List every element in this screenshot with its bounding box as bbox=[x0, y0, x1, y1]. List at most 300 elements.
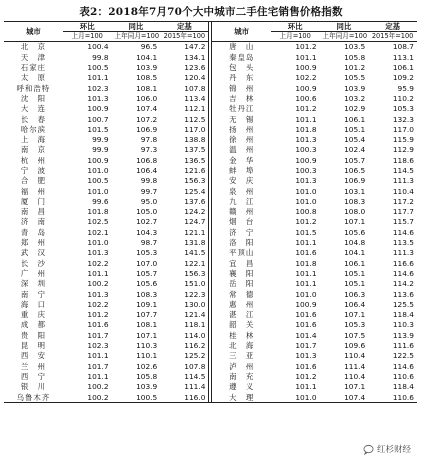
index-mom: 101.3 bbox=[295, 176, 317, 186]
index-yoy: 105.3 bbox=[344, 320, 366, 330]
index-mom: 100.9 bbox=[295, 299, 317, 309]
index-yoy: 99.8 bbox=[140, 176, 158, 186]
index-mom: 100.9 bbox=[295, 63, 317, 73]
city-name: 呼和浩特 bbox=[16, 83, 51, 93]
index-base: 122.5 bbox=[392, 351, 414, 361]
index-mom: 100.9 bbox=[87, 155, 109, 165]
index-base: 130.0 bbox=[184, 299, 206, 309]
table-row bbox=[4, 361, 417, 371]
city-name: 遵 义 bbox=[229, 382, 255, 392]
index-base: 110.3 bbox=[392, 320, 414, 330]
city-name: 西 安 bbox=[20, 351, 47, 361]
index-mom: 101.5 bbox=[87, 124, 109, 134]
city-name: 天 津 bbox=[20, 52, 47, 62]
table-row bbox=[4, 104, 417, 114]
index-yoy: 110.4 bbox=[344, 371, 366, 381]
city-name: 杭 州 bbox=[20, 155, 47, 165]
city-name: 烟 台 bbox=[229, 217, 255, 227]
city-name: 济 南 bbox=[20, 217, 47, 227]
index-base: 112.9 bbox=[392, 145, 414, 155]
city-name: 青 岛 bbox=[20, 227, 47, 237]
index-yoy: 103.1 bbox=[344, 186, 366, 196]
table-row bbox=[4, 207, 417, 217]
index-mom: 100.8 bbox=[295, 207, 317, 217]
index-base: 116.2 bbox=[184, 341, 206, 351]
index-yoy: 111.4 bbox=[344, 361, 366, 371]
city-name: 长 春 bbox=[20, 114, 47, 124]
table-row bbox=[4, 114, 417, 124]
index-mom: 101.6 bbox=[87, 320, 109, 330]
index-base: 122.1 bbox=[184, 258, 206, 268]
table-title: 表2：2018年7月70个大中城市二手住宅销售价格指数 bbox=[79, 6, 343, 18]
index-yoy: 108.3 bbox=[136, 289, 158, 299]
index-mom: 102.2 bbox=[295, 73, 317, 83]
index-mom: 101.6 bbox=[295, 310, 317, 320]
table-row bbox=[4, 186, 417, 196]
table-row bbox=[4, 52, 417, 62]
city-name: 常 德 bbox=[229, 289, 255, 299]
city-name: 三 亚 bbox=[229, 351, 255, 361]
index-mom: 101.3 bbox=[87, 289, 109, 299]
header-city: 城市 bbox=[212, 22, 271, 42]
index-mom: 101.1 bbox=[295, 238, 317, 248]
table-row bbox=[4, 238, 417, 248]
header-base: 定基 bbox=[368, 22, 417, 32]
city-name: 合 肥 bbox=[20, 176, 47, 186]
index-base: 112.5 bbox=[184, 114, 206, 124]
index-base: 131.8 bbox=[184, 238, 206, 248]
index-base: 141.5 bbox=[184, 248, 206, 258]
index-base: 114.5 bbox=[392, 166, 414, 175]
index-base: 110.6 bbox=[368, 392, 417, 403]
city-name: 沈 阳 bbox=[20, 93, 47, 103]
header-base-sub: 2015年=100 bbox=[160, 32, 209, 42]
city-name: 银 川 bbox=[20, 382, 47, 392]
index-mom: 100.3 bbox=[295, 166, 317, 175]
table-body bbox=[4, 42, 417, 403]
index-base: 117.2 bbox=[392, 196, 414, 206]
index-base: 138.8 bbox=[184, 135, 206, 145]
table-row bbox=[4, 83, 417, 93]
index-yoy: 105.3 bbox=[136, 248, 158, 258]
index-mom: 100.2 bbox=[63, 392, 112, 403]
index-base: 118.1 bbox=[184, 320, 206, 330]
index-base: 114.6 bbox=[392, 361, 414, 371]
city-name: 岳 阳 bbox=[229, 279, 255, 289]
city-name: 昆 明 bbox=[20, 341, 47, 351]
index-mom: 101.0 bbox=[87, 166, 109, 175]
city-name: 成 都 bbox=[20, 320, 47, 330]
city-name: 南 京 bbox=[20, 145, 47, 155]
index-base: 113.6 bbox=[392, 289, 414, 299]
index-mom: 101.1 bbox=[87, 371, 109, 381]
index-base: 134.1 bbox=[184, 52, 206, 62]
index-base: 110.2 bbox=[392, 93, 414, 103]
header-yoy: 同比 bbox=[320, 22, 369, 32]
index-yoy: 106.5 bbox=[344, 166, 366, 175]
header-row bbox=[4, 22, 417, 32]
index-mom: 100.4 bbox=[87, 42, 109, 52]
index-mom: 101.0 bbox=[271, 392, 320, 403]
city-name: 南 昌 bbox=[20, 207, 47, 217]
index-mom: 101.5 bbox=[295, 227, 317, 237]
table-row bbox=[4, 145, 417, 155]
index-base: 113.9 bbox=[392, 330, 414, 340]
table-row bbox=[4, 176, 417, 186]
index-base: 116.6 bbox=[392, 258, 414, 268]
city-name: 温 州 bbox=[229, 145, 255, 155]
index-base: 137.6 bbox=[184, 196, 206, 206]
index-mom: 99.9 bbox=[92, 145, 109, 155]
index-yoy: 107.1 bbox=[136, 330, 158, 340]
index-mom: 101.0 bbox=[295, 186, 317, 196]
index-yoy: 107.4 bbox=[320, 392, 369, 403]
watermark-text: 红杉财经 bbox=[376, 445, 411, 455]
index-yoy: 103.9 bbox=[136, 63, 158, 73]
index-yoy: 106.3 bbox=[344, 289, 366, 299]
index-base: 110.4 bbox=[392, 186, 414, 196]
index-yoy: 108.1 bbox=[136, 83, 158, 93]
header-yoy: 同比 bbox=[112, 22, 161, 32]
city-name: 泸 州 bbox=[229, 361, 255, 371]
index-yoy: 107.7 bbox=[136, 310, 158, 320]
index-mom: 101.7 bbox=[87, 330, 109, 340]
index-base: 105.3 bbox=[392, 104, 414, 114]
index-yoy: 103.9 bbox=[136, 382, 158, 392]
index-yoy: 106.1 bbox=[344, 258, 366, 268]
table-row bbox=[4, 196, 417, 206]
city-name: 惠 州 bbox=[229, 299, 255, 309]
index-base: 113.1 bbox=[392, 52, 414, 62]
index-mom: 102.3 bbox=[87, 83, 109, 93]
index-base: 111.6 bbox=[392, 341, 414, 351]
index-yoy: 96.5 bbox=[140, 42, 158, 52]
index-base: 117.0 bbox=[184, 124, 206, 134]
city-name: 厦 门 bbox=[20, 196, 47, 206]
index-yoy: 105.5 bbox=[344, 73, 366, 83]
index-yoy: 107.0 bbox=[136, 258, 158, 268]
table-row bbox=[4, 392, 417, 403]
index-mom: 101.8 bbox=[295, 124, 317, 134]
city-name: 北 京 bbox=[20, 42, 47, 52]
city-name: 秦皇岛 bbox=[229, 52, 255, 62]
index-yoy: 107.1 bbox=[344, 217, 366, 227]
city-name: 蚌 埠 bbox=[229, 166, 255, 175]
index-yoy: 102.9 bbox=[344, 104, 366, 114]
city-name: 太 原 bbox=[20, 73, 47, 83]
index-mom: 101.8 bbox=[87, 207, 109, 217]
table-row bbox=[4, 217, 417, 227]
index-yoy: 110.4 bbox=[344, 351, 366, 361]
index-base: 111.4 bbox=[184, 382, 206, 392]
index-yoy: 105.4 bbox=[344, 135, 366, 145]
index-base: 124.2 bbox=[184, 207, 206, 217]
index-yoy: 110.3 bbox=[136, 341, 158, 351]
index-mom: 99.6 bbox=[92, 196, 109, 206]
header-city: 城市 bbox=[4, 22, 63, 42]
index-mom: 101.1 bbox=[295, 268, 317, 278]
city-name: 郑 州 bbox=[20, 238, 47, 248]
index-mom: 101.0 bbox=[295, 289, 317, 299]
table-row bbox=[4, 310, 417, 320]
index-mom: 101.1 bbox=[87, 268, 109, 278]
table-row bbox=[4, 135, 417, 145]
city-name: 襄 阳 bbox=[229, 268, 255, 278]
index-base: 156.3 bbox=[184, 176, 206, 186]
city-name: 湛 江 bbox=[229, 310, 255, 320]
city-name: 韶 关 bbox=[229, 320, 255, 330]
index-mom: 99.9 bbox=[92, 135, 109, 145]
city-name: 吉 林 bbox=[229, 93, 255, 103]
city-name: 大 理 bbox=[212, 392, 271, 403]
index-mom: 101.2 bbox=[295, 104, 317, 114]
index-yoy: 106.4 bbox=[136, 166, 158, 175]
index-yoy: 106.9 bbox=[136, 124, 158, 134]
index-mom: 101.1 bbox=[295, 114, 317, 124]
index-base: 115.9 bbox=[392, 135, 414, 145]
index-base: 114.5 bbox=[184, 371, 206, 381]
city-name: 牡丹江 bbox=[229, 104, 255, 114]
index-base: 107.8 bbox=[184, 83, 206, 93]
city-name: 平顶山 bbox=[229, 248, 255, 258]
index-yoy: 104.8 bbox=[344, 238, 366, 248]
table-row bbox=[4, 382, 417, 392]
index-base: 136.5 bbox=[184, 155, 206, 165]
index-yoy: 108.0 bbox=[344, 207, 366, 217]
index-base: 109.2 bbox=[392, 73, 414, 83]
city-name: 南 充 bbox=[229, 371, 255, 381]
index-base: 114.0 bbox=[184, 330, 206, 340]
city-name: 包 头 bbox=[229, 63, 255, 73]
index-base: 107.8 bbox=[184, 361, 206, 371]
table-row bbox=[4, 155, 417, 165]
city-name: 宁 波 bbox=[20, 166, 47, 175]
index-yoy: 102.6 bbox=[136, 361, 158, 371]
index-yoy: 106.0 bbox=[136, 93, 158, 103]
city-name: 洛 阳 bbox=[229, 238, 255, 248]
index-yoy: 106.9 bbox=[344, 176, 366, 186]
index-base: 106.1 bbox=[392, 63, 414, 73]
index-base: 110.6 bbox=[392, 371, 414, 381]
index-mom: 101.6 bbox=[295, 361, 317, 371]
index-mom: 101.3 bbox=[295, 351, 317, 361]
index-mom: 100.3 bbox=[295, 145, 317, 155]
index-mom: 101.0 bbox=[87, 238, 109, 248]
chat-bubble-icon bbox=[363, 444, 374, 455]
index-base: 137.5 bbox=[184, 145, 206, 155]
header-base: 定基 bbox=[160, 22, 209, 32]
index-yoy: 100.5 bbox=[112, 392, 161, 403]
city-name: 扬 州 bbox=[229, 124, 255, 134]
index-base: 156.3 bbox=[184, 268, 206, 278]
city-name: 宜 昌 bbox=[229, 258, 255, 268]
table-row bbox=[4, 320, 417, 330]
table-row bbox=[4, 372, 417, 382]
index-yoy: 106.1 bbox=[344, 114, 366, 124]
city-name: 南 宁 bbox=[20, 289, 47, 299]
city-name: 金 华 bbox=[229, 155, 255, 165]
index-base: 125.2 bbox=[184, 351, 206, 361]
table-row bbox=[4, 248, 417, 258]
index-base: 132.3 bbox=[392, 114, 414, 124]
index-mom: 101.3 bbox=[87, 248, 109, 258]
index-yoy: 102.4 bbox=[344, 145, 366, 155]
index-yoy: 104.1 bbox=[344, 248, 366, 258]
index-base: 125.5 bbox=[392, 299, 414, 309]
index-yoy: 99.7 bbox=[140, 186, 158, 196]
index-yoy: 105.6 bbox=[344, 227, 366, 237]
index-mom: 101.6 bbox=[295, 248, 317, 258]
price-index-table bbox=[4, 21, 417, 403]
index-yoy: 107.2 bbox=[136, 114, 158, 124]
index-mom: 101.3 bbox=[87, 93, 109, 103]
city-name: 石家庄 bbox=[20, 63, 47, 73]
index-mom: 100.9 bbox=[87, 104, 109, 114]
index-yoy: 105.1 bbox=[344, 124, 366, 134]
index-mom: 101.2 bbox=[295, 42, 317, 52]
index-base: 118.4 bbox=[392, 310, 414, 320]
city-name: 海 口 bbox=[20, 299, 47, 309]
table-row bbox=[4, 351, 417, 361]
table-row bbox=[4, 330, 417, 340]
index-mom: 100.9 bbox=[295, 83, 317, 93]
table-row bbox=[4, 289, 417, 299]
index-base: 125.4 bbox=[184, 186, 206, 196]
city-name: 九 江 bbox=[229, 196, 255, 206]
index-yoy: 103.9 bbox=[344, 83, 366, 93]
index-mom: 101.7 bbox=[295, 341, 317, 351]
index-yoy: 107.4 bbox=[136, 104, 158, 114]
header-base-sub: 2015年=100 bbox=[368, 32, 417, 42]
index-base: 114.6 bbox=[392, 227, 414, 237]
city-name: 丹 东 bbox=[229, 73, 255, 83]
city-name: 哈尔滨 bbox=[20, 124, 47, 134]
index-base: 118.4 bbox=[392, 382, 414, 392]
index-yoy: 103.5 bbox=[344, 42, 366, 52]
city-name: 桂 林 bbox=[229, 330, 255, 340]
index-mom: 100.5 bbox=[87, 176, 109, 186]
index-yoy: 105.7 bbox=[136, 268, 158, 278]
index-mom: 100.7 bbox=[87, 114, 109, 124]
index-base: 114.6 bbox=[392, 268, 414, 278]
index-yoy: 107.1 bbox=[344, 382, 366, 392]
city-name: 安 庆 bbox=[229, 176, 255, 186]
city-name: 兰 州 bbox=[20, 361, 47, 371]
city-name: 福 州 bbox=[20, 186, 47, 196]
header-yoy-sub: 上年同月=100 bbox=[112, 32, 161, 42]
city-name: 上 海 bbox=[20, 135, 47, 145]
watermark bbox=[360, 442, 414, 456]
index-mom: 101.1 bbox=[87, 351, 109, 361]
index-yoy: 105.8 bbox=[136, 371, 158, 381]
index-mom: 101.1 bbox=[295, 382, 317, 392]
city-name: 广 州 bbox=[20, 268, 47, 278]
table-row bbox=[4, 279, 417, 289]
index-yoy: 105.0 bbox=[136, 207, 158, 217]
index-yoy: 97.8 bbox=[140, 135, 158, 145]
table-row bbox=[4, 227, 417, 237]
index-yoy: 107.5 bbox=[344, 330, 366, 340]
index-yoy: 108.1 bbox=[136, 320, 158, 330]
city-name: 赣 州 bbox=[229, 207, 255, 217]
index-yoy: 105.8 bbox=[344, 52, 366, 62]
index-mom: 100.6 bbox=[295, 93, 317, 103]
index-base: 116.0 bbox=[160, 392, 209, 403]
city-name: 西 宁 bbox=[20, 371, 47, 381]
index-mom: 100.2 bbox=[87, 279, 109, 289]
table-row bbox=[4, 73, 417, 83]
index-base: 112.1 bbox=[184, 104, 206, 114]
index-base: 115.7 bbox=[392, 217, 414, 227]
index-base: 113.4 bbox=[184, 93, 206, 103]
index-mom: 102.1 bbox=[87, 227, 109, 237]
city-name: 锦 州 bbox=[229, 83, 255, 93]
index-yoy: 109.6 bbox=[344, 341, 366, 351]
index-yoy: 108.3 bbox=[344, 196, 366, 206]
index-mom: 101.0 bbox=[295, 196, 317, 206]
table-row bbox=[4, 63, 417, 73]
city-name: 长 沙 bbox=[20, 258, 47, 268]
index-yoy: 105.1 bbox=[344, 279, 366, 289]
city-name: 贵 阳 bbox=[20, 330, 47, 340]
city-name: 济 宁 bbox=[229, 227, 255, 237]
index-base: 118.6 bbox=[392, 155, 414, 165]
city-name: 大 连 bbox=[20, 104, 47, 114]
index-base: 114.2 bbox=[392, 279, 414, 289]
index-mom: 101.2 bbox=[87, 310, 109, 320]
table-row bbox=[4, 258, 417, 268]
index-mom: 100.5 bbox=[87, 63, 109, 73]
index-base: 95.9 bbox=[397, 83, 414, 93]
index-yoy: 105.1 bbox=[344, 268, 366, 278]
index-yoy: 107.1 bbox=[344, 310, 366, 320]
index-base: 124.7 bbox=[184, 217, 206, 227]
index-yoy: 105.7 bbox=[344, 155, 366, 165]
city-name: 深 圳 bbox=[20, 279, 47, 289]
index-yoy: 105.6 bbox=[136, 279, 158, 289]
city-name: 武 汉 bbox=[20, 248, 47, 258]
city-name: 唐 山 bbox=[229, 42, 255, 52]
table-row bbox=[4, 93, 417, 103]
index-mom: 101.1 bbox=[295, 279, 317, 289]
city-name: 无 锡 bbox=[229, 114, 255, 124]
table-row bbox=[4, 124, 417, 134]
index-base: 151.0 bbox=[184, 279, 206, 289]
city-name: 徐 州 bbox=[229, 135, 255, 145]
header-yoy-sub: 上年同月=100 bbox=[320, 32, 369, 42]
index-mom: 101.8 bbox=[295, 258, 317, 268]
index-yoy: 98.7 bbox=[140, 238, 158, 248]
index-mom: 101.4 bbox=[295, 330, 317, 340]
header-mom: 环比 bbox=[271, 22, 320, 32]
index-base: 147.2 bbox=[184, 42, 206, 52]
index-yoy: 109.1 bbox=[136, 299, 158, 309]
city-name: 北 海 bbox=[229, 341, 255, 351]
index-mom: 101.6 bbox=[295, 320, 317, 330]
index-mom: 102.5 bbox=[87, 217, 109, 227]
header-mom-sub: 上月=100 bbox=[63, 32, 112, 42]
table-row bbox=[4, 299, 417, 309]
index-base: 108.7 bbox=[392, 42, 414, 52]
index-base: 122.3 bbox=[184, 289, 206, 299]
index-yoy: 104.1 bbox=[136, 52, 158, 62]
index-mom: 101.1 bbox=[295, 52, 317, 62]
index-base: 111.3 bbox=[392, 248, 414, 258]
index-base: 123.6 bbox=[184, 63, 206, 73]
index-yoy: 110.1 bbox=[136, 351, 158, 361]
header-mom: 环比 bbox=[63, 22, 112, 32]
index-base: 113.5 bbox=[392, 238, 414, 248]
